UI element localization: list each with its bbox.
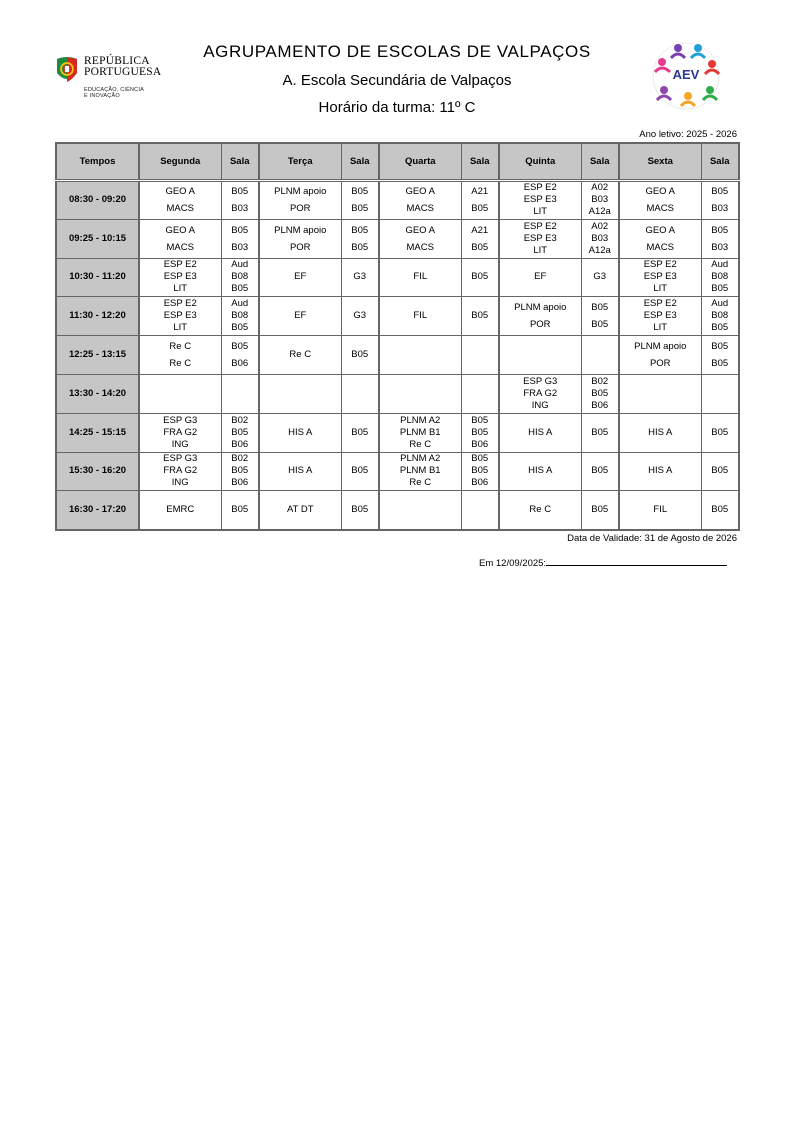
room-entry: B08 [711,271,729,283]
room-entry: G3 [353,271,367,283]
room-entry: B03 [711,241,729,253]
aev-logo-text: AEV [672,67,700,82]
room-entry: A02 [591,182,609,194]
subject-entry: ESP E3 [163,271,197,283]
column-header: Sala [701,143,739,181]
room-entry: B05 [471,310,489,322]
room-entry: B05 [711,224,729,236]
room-cell [341,452,379,491]
room-entry: B05 [711,426,729,438]
date-signature-line [479,556,727,569]
room-cell [221,336,259,375]
room-cell [461,491,499,530]
subject-entry: PLNM B1 [399,465,441,477]
room-entry: B06 [591,399,609,411]
subject-entry: ING [171,438,189,450]
subject-entry: ESP E3 [163,310,197,322]
subject-cell [379,219,461,258]
room-entry: G3 [593,271,607,283]
subject-entry: EMRC [166,504,195,516]
subject-cell [259,452,341,491]
subject-cell [619,258,701,297]
schedule-row [56,374,739,413]
time-slot: 15:30 - 16:20 [56,452,139,491]
column-header: Tempos [56,143,139,181]
room-entry: B05 [711,322,729,334]
column-header: Sala [461,143,499,181]
subject-cell [379,491,461,530]
room-entry: B05 [591,426,609,438]
subject-entry: EF [534,271,547,283]
subject-entry: ESP G3 [523,375,558,387]
subject-cell [139,336,221,375]
room-cell [461,374,499,413]
subject-entry: PLNM B1 [399,426,441,438]
time-slot: 08:30 - 09:20 [56,181,139,220]
room-entry: B06 [231,438,249,450]
subject-cell [619,336,701,375]
subject-entry: ESP E2 [163,298,197,310]
subject-cell [619,181,701,220]
subject-entry: MACS [646,203,674,215]
aev-logo-icon [642,38,732,114]
schedule-row [56,452,739,491]
subject-cell [259,258,341,297]
subject-cell [259,181,341,220]
subject-cell [259,219,341,258]
room-cell [461,297,499,336]
room-cell [581,258,619,297]
column-header: Quarta [379,143,461,181]
room-entry: A12a [588,206,611,218]
room-entry: B03 [231,241,249,253]
subject-entry: GEO A [645,224,676,236]
room-cell [341,374,379,413]
room-entry: B08 [231,271,249,283]
subject-cell [139,413,221,452]
subject-entry: ESP E3 [523,232,557,244]
subject-entry: Re C [289,349,312,361]
room-entry: Aud [231,259,249,271]
room-entry: B05 [231,426,249,438]
room-entry: B05 [231,341,249,353]
room-entry: A02 [591,220,609,232]
time-slot: 11:30 - 12:20 [56,297,139,336]
room-entry: B05 [231,465,249,477]
room-entry: B05 [351,504,369,516]
subject-entry: FRA G2 [163,465,198,477]
time-slot: 12:25 - 13:15 [56,336,139,375]
room-entry: B05 [591,504,609,516]
schedule-row [56,219,739,258]
room-entry: Aud [231,298,249,310]
room-entry: B05 [591,319,609,331]
subject-cell [259,297,341,336]
subject-cell [499,258,581,297]
room-cell [461,258,499,297]
room-cell [341,181,379,220]
room-entry: B05 [351,349,369,361]
schedule-table [55,142,740,531]
room-cell [581,374,619,413]
subject-entry: HIS A [288,426,313,438]
logo-line1: REPÚBLICA [84,55,150,67]
time-slot: 14:25 - 15:15 [56,413,139,452]
subject-entry: GEO A [645,186,676,198]
subject-cell [139,491,221,530]
subject-entry: ESP G3 [163,453,198,465]
room-cell [701,452,739,491]
subject-cell [619,297,701,336]
subject-entry: Re C [169,341,192,353]
schedule-header-row [56,143,739,181]
subject-entry: HIS A [648,465,673,477]
subject-cell [259,413,341,452]
class-label: Horário da turma: 11º C [318,99,476,116]
room-cell [581,491,619,530]
room-entry: Aud [711,259,729,271]
room-entry: B05 [591,387,609,399]
subject-cell [499,336,581,375]
room-cell [341,336,379,375]
room-entry: B06 [471,477,489,489]
subject-entry: LIT [173,283,188,295]
room-entry: B05 [471,453,489,465]
subject-entry: MACS [646,241,674,253]
subject-cell [619,374,701,413]
subject-entry: LIT [653,322,668,334]
subject-entry: MACS [166,203,194,215]
schedule-row [56,181,739,220]
subject-entry: GEO A [165,186,196,198]
subject-cell [619,413,701,452]
room-entry: B05 [711,358,729,370]
subject-cell [379,374,461,413]
subject-cell [379,336,461,375]
subject-entry: HIS A [648,426,673,438]
room-cell [221,181,259,220]
room-cell [221,374,259,413]
subject-entry: FIL [413,310,428,322]
room-entry: B05 [711,186,729,198]
room-entry: B03 [711,203,729,215]
room-entry: Aud [711,298,729,310]
subject-entry: GEO A [405,186,436,198]
subject-cell [379,413,461,452]
room-cell [341,491,379,530]
subject-cell [619,452,701,491]
room-entry: B05 [471,465,489,477]
subject-cell [499,491,581,530]
room-entry: B05 [591,302,609,314]
time-slot: 09:25 - 10:15 [56,219,139,258]
subject-entry: PLNM apoio [634,341,687,353]
signature-blank [546,556,727,566]
room-entry: B02 [231,453,249,465]
room-entry: B05 [231,224,249,236]
room-entry: B02 [591,375,609,387]
subject-cell [259,374,341,413]
subject-cell [139,297,221,336]
column-header: Sala [341,143,379,181]
room-cell [221,452,259,491]
subject-cell [499,374,581,413]
room-entry: B05 [351,241,369,253]
subject-entry: PLNM apoio [514,302,567,314]
subject-entry: MACS [166,241,194,253]
room-cell [221,297,259,336]
subject-entry: AT DT [286,504,314,516]
room-entry: A12a [588,244,611,256]
subject-cell [379,258,461,297]
room-entry: B05 [351,465,369,477]
subject-entry: EF [294,271,307,283]
subject-entry: ESP E2 [643,298,677,310]
column-header: Quinta [499,143,581,181]
room-cell [701,219,739,258]
subject-entry: HIS A [288,465,313,477]
subject-entry: Re C [529,504,552,516]
subject-entry: LIT [533,244,548,256]
subject-entry: PLNM A2 [400,414,441,426]
subject-entry: HIS A [528,426,553,438]
em-date: Em 12/09/2025: [479,558,547,569]
subject-entry: LIT [653,283,668,295]
subject-entry: LIT [173,322,188,334]
room-cell [581,336,619,375]
data-validade: Data de Validade: 31 de Agosto de 2026 [567,533,737,544]
room-entry: B05 [471,414,489,426]
subject-entry: HIS A [528,465,553,477]
subject-cell [139,258,221,297]
room-cell [221,413,259,452]
schedule-row [56,413,739,452]
subject-entry: ESP E3 [643,310,677,322]
room-cell [581,297,619,336]
room-entry: B05 [351,224,369,236]
room-cell [581,181,619,220]
room-cell [461,413,499,452]
subject-entry: POR [289,241,311,253]
room-entry: B03 [231,203,249,215]
room-entry: B05 [711,283,729,295]
subject-entry: Re C [169,358,192,370]
room-cell [581,219,619,258]
room-entry: B05 [231,283,249,295]
subject-cell [619,219,701,258]
room-entry: B05 [351,186,369,198]
room-entry: B05 [471,271,489,283]
room-cell [701,374,739,413]
logo-line2: PORTUGUESA [84,66,162,78]
page-title: AGRUPAMENTO DE ESCOLAS DE VALPAÇOS [203,42,591,61]
column-header: Sala [221,143,259,181]
subject-cell [139,452,221,491]
room-entry: B05 [471,203,489,215]
room-entry: B05 [711,341,729,353]
room-entry: A21 [471,186,489,198]
subject-cell [259,491,341,530]
schedule-row [56,258,739,297]
logo-sub1: EDUCAÇÃO, CIÊNCIA [84,87,144,93]
time-slot: 16:30 - 17:20 [56,491,139,530]
subject-entry: PLNM apoio [274,224,327,236]
subject-cell [499,219,581,258]
subject-cell [379,297,461,336]
subject-entry: PLNM A2 [400,453,441,465]
subject-entry: Re C [409,438,432,450]
room-cell [701,181,739,220]
room-cell [701,258,739,297]
time-slot: 10:30 - 11:20 [56,258,139,297]
subject-entry: MACS [406,241,434,253]
subject-entry: ESP E3 [643,271,677,283]
room-cell [701,413,739,452]
room-entry: B06 [231,477,249,489]
room-cell [461,336,499,375]
room-entry: B06 [231,358,249,370]
column-header: Sala [581,143,619,181]
subject-entry: ESP E2 [163,259,197,271]
subject-entry: GEO A [405,224,436,236]
room-cell [221,258,259,297]
room-entry: B05 [351,203,369,215]
subject-cell [139,219,221,258]
room-entry: B05 [471,426,489,438]
room-entry: B05 [711,504,729,516]
room-cell [341,219,379,258]
subject-entry: Re C [409,477,432,489]
subject-cell [499,452,581,491]
subject-entry: PLNM apoio [274,186,327,198]
room-cell [341,258,379,297]
room-entry: B05 [711,465,729,477]
subject-entry: ESP E2 [523,182,557,194]
room-entry: B05 [351,426,369,438]
subject-cell [139,181,221,220]
column-header: Sexta [619,143,701,181]
aev-logo [642,38,732,114]
schedule-row [56,297,739,336]
subject-cell [499,297,581,336]
room-cell [581,413,619,452]
column-header: Segunda [139,143,221,181]
room-cell [701,336,739,375]
subject-entry: ESP E2 [523,220,557,232]
logo-sub2: E INOVAÇÃO [84,93,120,99]
room-cell [701,297,739,336]
room-cell [341,413,379,452]
ano-letivo: Ano letivo: 2025 - 2026 [639,129,737,140]
subject-entry: POR [289,203,311,215]
room-cell [701,491,739,530]
room-entry: B05 [471,241,489,253]
room-entry: B03 [591,232,609,244]
room-entry: B03 [591,194,609,206]
subject-cell [619,491,701,530]
subject-entry: EF [294,310,307,322]
subject-cell [259,336,341,375]
subject-entry: GEO A [165,224,196,236]
room-cell [461,181,499,220]
subject-entry: POR [529,319,551,331]
room-cell [461,219,499,258]
subject-entry: ESP E2 [643,259,677,271]
schedule-row [56,336,739,375]
room-cell [581,452,619,491]
subject-entry: LIT [533,206,548,218]
subject-entry: ING [531,399,549,411]
room-entry: B05 [231,322,249,334]
subject-cell [499,181,581,220]
room-entry: B08 [711,310,729,322]
room-cell [461,452,499,491]
subject-cell [379,452,461,491]
room-entry: B08 [231,310,249,322]
subject-entry: ESP G3 [163,414,198,426]
subject-entry: FRA G2 [163,426,198,438]
subject-cell [499,413,581,452]
room-cell [341,297,379,336]
time-slot: 13:30 - 14:20 [56,374,139,413]
room-entry: B02 [231,414,249,426]
room-entry: B05 [231,504,249,516]
subject-entry: ING [171,477,189,489]
subject-entry: FIL [653,504,668,516]
room-entry: G3 [353,310,367,322]
school-name: A. Escola Secundária de Valpaços [282,72,512,89]
subject-entry: ESP E3 [523,194,557,206]
schedule-body [56,181,739,530]
room-entry: B06 [471,438,489,450]
subject-cell [379,181,461,220]
room-cell [221,219,259,258]
subject-entry: MACS [406,203,434,215]
subject-entry: FRA G2 [523,387,558,399]
column-header: Terça [259,143,341,181]
room-entry: A21 [471,224,489,236]
subject-cell [139,374,221,413]
subject-entry: POR [649,358,671,370]
schedule-row [56,491,739,530]
room-entry: B05 [591,465,609,477]
portugal-flag-icon [55,55,79,85]
room-cell [221,491,259,530]
room-entry: B05 [231,186,249,198]
subject-entry: FIL [413,271,428,283]
